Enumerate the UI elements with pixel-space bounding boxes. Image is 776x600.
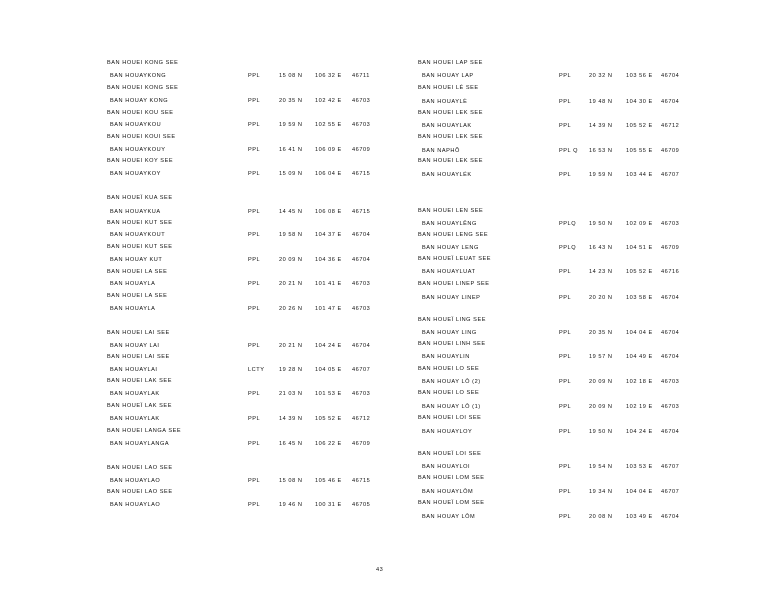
map-sheet-code: 46704 [352, 232, 371, 238]
longitude: 104 24 E [626, 429, 653, 435]
latitude: 21 03 N [279, 391, 303, 397]
longitude: 106 09 E [315, 147, 342, 153]
place-name: BAN HOUAYLAO [110, 502, 161, 508]
variant-name: BAN HOUEI LEN SEE [418, 208, 484, 214]
latitude: 20 09 N [279, 257, 303, 263]
latitude: 15 08 N [279, 478, 303, 484]
variant-name: BAN HOUEI LAO SEE [107, 465, 173, 471]
place-name: BAN HOUAY LAI [110, 343, 160, 349]
feature-designation: PPL [248, 281, 261, 287]
place-name: BAN NAPHÕ [422, 148, 460, 154]
place-name: BAN HOUAYLA [110, 306, 156, 312]
map-sheet-code: 46707 [661, 489, 680, 495]
map-sheet-code: 46712 [661, 123, 680, 129]
feature-designation: PPL [559, 123, 572, 129]
variant-name: BAN HOUEI LINEP SEE [418, 281, 490, 287]
map-sheet-code: 46703 [352, 306, 371, 312]
latitude: 19 59 N [279, 122, 303, 128]
place-name: BAN HOUAY LENG [422, 245, 479, 251]
variant-name: BAN HOUEI LAP SEE [418, 60, 483, 66]
map-sheet-code: 46704 [661, 354, 680, 360]
feature-designation: PPL [248, 232, 261, 238]
variant-name: BAN HOUEI LO SEE [418, 390, 480, 396]
map-sheet-code: 46711 [352, 73, 370, 79]
feature-designation: PPL [559, 379, 572, 385]
variant-name: BAN HOUEI KOU SEE [107, 110, 174, 116]
variant-name: BAN HOUEÏ LAK SEE [107, 403, 172, 409]
longitude: 104 51 E [626, 245, 653, 251]
map-sheet-code: 46704 [661, 99, 680, 105]
variant-name: BAN HOUEI KOUI SEE [107, 134, 176, 140]
variant-name: BAN HOUEÏ LOI SEE [418, 451, 482, 457]
place-name: BAN HOUAYLOY [422, 429, 473, 435]
place-name: BAN HOUAYLÈ [422, 99, 468, 105]
latitude: 15 09 N [279, 171, 303, 177]
longitude: 100 31 E [315, 502, 342, 508]
map-sheet-code: 46703 [661, 221, 680, 227]
feature-designation: PPL [559, 295, 572, 301]
map-sheet-code: 46703 [661, 379, 680, 385]
variant-name: BAN HOUEI LAO SEE [107, 489, 173, 495]
latitude: 19 59 N [589, 172, 613, 178]
feature-designation: PPL [559, 354, 572, 360]
feature-designation: LCTY [248, 367, 265, 373]
place-name: BAN HOUAY LINEP [422, 295, 481, 301]
variant-name: BAN HOUEI KONG SEE [107, 85, 179, 91]
latitude: 20 09 N [589, 404, 613, 410]
feature-designation: PPL [559, 404, 572, 410]
feature-designation: PPLQ [559, 221, 577, 227]
latitude: 20 20 N [589, 295, 613, 301]
feature-designation: PPLQ [559, 245, 577, 251]
latitude: 20 35 N [589, 330, 613, 336]
latitude: 20 35 N [279, 98, 303, 104]
variant-name: BAN HOUEI LENG SEE [418, 232, 489, 238]
variant-name: BAN HOUEI KUT SEE [107, 220, 173, 226]
variant-name: BAN HOUEI LEK SEE [418, 134, 483, 140]
place-name: BAN HOUAYLAK [110, 391, 160, 397]
latitude: 14 39 N [589, 123, 613, 129]
longitude: 103 58 E [626, 295, 653, 301]
feature-designation: PPL [248, 343, 261, 349]
variant-name: BAN HOUEI LEK SEE [418, 158, 483, 164]
variant-name: BAN HOUEI LANGA SEE [107, 428, 182, 434]
map-sheet-code: 46709 [352, 147, 371, 153]
feature-designation: PPL [248, 502, 261, 508]
variant-name: BAN HOUEI LAI SEE [107, 330, 170, 336]
variant-name: BAN HOUEI LOI SEE [418, 415, 482, 421]
page-number: 43 [376, 567, 384, 573]
latitude: 16 43 N [589, 245, 613, 251]
place-name: BAN HOUAY LAP [422, 73, 474, 79]
map-sheet-code: 46712 [352, 416, 371, 422]
variant-name: BAN HOUEÏ LEUAT SEE [418, 256, 492, 262]
place-name: BAN HOUAYLIN [422, 354, 470, 360]
feature-designation: PPL [559, 172, 572, 178]
longitude: 104 24 E [315, 343, 342, 349]
place-name: BAN HOUAYKOUY [110, 147, 166, 153]
longitude: 103 53 E [626, 464, 653, 470]
place-name: BAN HOUAYKUA [110, 209, 161, 215]
place-name: BAN HOUAYKOU [110, 122, 162, 128]
latitude: 20 09 N [589, 379, 613, 385]
feature-designation: PPL [559, 514, 572, 520]
place-name: BAN HOUAY LÔ (2) [422, 379, 481, 385]
variant-name: BAN HOUEÏ LOM SEE [418, 500, 485, 506]
longitude: 104 36 E [315, 257, 342, 263]
latitude: 19 54 N [589, 464, 613, 470]
variant-name: BAN HOUEI LA SEE [107, 293, 168, 299]
latitude: 19 58 N [279, 232, 303, 238]
map-sheet-code: 46704 [661, 295, 680, 301]
latitude: 16 45 N [279, 441, 303, 447]
feature-designation: PPL [559, 489, 572, 495]
longitude: 106 08 E [315, 209, 342, 215]
longitude: 102 09 E [626, 221, 653, 227]
place-name: BAN HOUAY LÔ (1) [422, 404, 481, 410]
latitude: 19 48 N [589, 99, 613, 105]
feature-designation: PPL [248, 478, 261, 484]
feature-designation: PPL [559, 73, 572, 79]
map-sheet-code: 46703 [352, 281, 371, 287]
variant-name: BAN HOUEI LA SEE [107, 269, 168, 275]
longitude: 101 47 E [315, 306, 342, 312]
feature-designation: PPL [559, 429, 572, 435]
feature-designation: PPL [559, 464, 572, 470]
place-name: BAN HOUAYLÊNG [422, 221, 477, 227]
place-name: BAN HOUAYLÉK [422, 172, 472, 178]
longitude: 106 22 E [315, 441, 342, 447]
feature-designation: PPL [248, 98, 261, 104]
place-name: BAN HOUAYKONG [110, 73, 167, 79]
longitude: 102 55 E [315, 122, 342, 128]
longitude: 104 04 E [626, 489, 653, 495]
place-name: BAN HOUAYLOI [422, 464, 471, 470]
feature-designation: PPL [248, 391, 261, 397]
latitude: 15 08 N [279, 73, 303, 79]
latitude: 14 45 N [279, 209, 303, 215]
place-name: BAN HOUAYLÔM [422, 489, 474, 495]
place-name: BAN HOUAYLANGA [110, 441, 170, 447]
map-sheet-code: 46704 [661, 429, 680, 435]
map-sheet-code: 46716 [661, 269, 680, 275]
variant-name: BAN HOUEI LINH SEE [418, 341, 486, 347]
map-sheet-code: 46715 [352, 209, 371, 215]
map-sheet-code: 46715 [352, 171, 371, 177]
variant-name: BAN HOUEI LEK SEE [418, 110, 483, 116]
place-name: BAN HOUAYLA [110, 281, 156, 287]
place-name: BAN HOUAYLAK [422, 123, 472, 129]
longitude: 106 32 E [315, 73, 342, 79]
feature-designation: PPL [248, 257, 261, 263]
longitude: 102 42 E [315, 98, 342, 104]
map-sheet-code: 46709 [661, 148, 680, 154]
feature-designation: PPL [248, 122, 261, 128]
latitude: 16 53 N [589, 148, 613, 154]
map-sheet-code: 46703 [661, 404, 680, 410]
latitude: 19 50 N [589, 221, 613, 227]
latitude: 19 46 N [279, 502, 303, 508]
place-name: BAN HOUAY KONG [110, 98, 169, 104]
map-sheet-code: 46704 [352, 257, 371, 263]
place-name: BAN HOUAY KUT [110, 257, 163, 263]
variant-name: BAN HOUEÏ LING SEE [418, 317, 487, 323]
feature-designation: PPL Q [559, 148, 579, 154]
variant-name: BAN HOUEI LO SEE [418, 366, 480, 372]
longitude: 104 04 E [626, 330, 653, 336]
map-sheet-code: 46709 [661, 245, 680, 251]
latitude: 20 08 N [589, 514, 613, 520]
latitude: 19 34 N [589, 489, 613, 495]
latitude: 19 57 N [589, 354, 613, 360]
variant-name: BAN HOUEÏ KUA SEE [107, 195, 173, 201]
latitude: 20 21 N [279, 343, 303, 349]
latitude: 20 26 N [279, 306, 303, 312]
longitude: 102 19 E [626, 404, 653, 410]
feature-designation: PPL [248, 306, 261, 312]
map-sheet-code: 46715 [352, 478, 371, 484]
map-sheet-code: 46704 [352, 343, 371, 349]
longitude: 105 52 E [626, 269, 653, 275]
place-name: BAN HOUAYLUAT [422, 269, 476, 275]
longitude: 104 05 E [315, 367, 342, 373]
feature-designation: PPL [559, 330, 572, 336]
longitude: 103 49 E [626, 514, 653, 520]
variant-name: BAN HOUEI KOY SEE [107, 158, 174, 164]
feature-designation: PPL [559, 269, 572, 275]
latitude: 19 50 N [589, 429, 613, 435]
map-sheet-code: 46709 [352, 441, 371, 447]
feature-designation: PPL [248, 147, 261, 153]
longitude: 103 56 E [626, 73, 653, 79]
longitude: 101 41 E [315, 281, 342, 287]
latitude: 20 32 N [589, 73, 613, 79]
place-name: BAN HOUAY LÔM [422, 514, 476, 520]
latitude: 19 28 N [279, 367, 303, 373]
place-name: BAN HOUAYLAK [110, 416, 160, 422]
latitude: 14 39 N [279, 416, 303, 422]
map-sheet-code: 46703 [352, 98, 371, 104]
place-name: BAN HOUAYLAO [110, 478, 161, 484]
latitude: 16 41 N [279, 147, 303, 153]
map-sheet-code: 46704 [661, 514, 680, 520]
longitude: 103 44 E [626, 172, 653, 178]
longitude: 104 49 E [626, 354, 653, 360]
feature-designation: PPL [248, 171, 261, 177]
feature-designation: PPL [248, 209, 261, 215]
longitude: 106 04 E [315, 171, 342, 177]
variant-name: BAN HOUEI LAK SEE [107, 378, 172, 384]
longitude: 105 52 E [315, 416, 342, 422]
map-sheet-code: 46707 [352, 367, 371, 373]
variant-name: BAN HOUEI KONG SEE [107, 60, 179, 66]
place-name: BAN HOUAYLAI [110, 367, 158, 373]
longitude: 102 18 E [626, 379, 653, 385]
variant-name: BAN HOUEI KUT SEE [107, 244, 173, 250]
map-sheet-code: 46703 [352, 122, 371, 128]
feature-designation: PPL [248, 73, 261, 79]
feature-designation: PPL [559, 99, 572, 105]
longitude: 104 37 E [315, 232, 342, 238]
longitude: 105 46 E [315, 478, 342, 484]
map-sheet-code: 46703 [352, 391, 371, 397]
place-name: BAN HOUAY LING [422, 330, 477, 336]
place-name: BAN HOUAYKOY [110, 171, 161, 177]
feature-designation: PPL [248, 441, 261, 447]
map-sheet-code: 46707 [661, 464, 680, 470]
map-sheet-code: 46704 [661, 330, 680, 336]
longitude: 104 30 E [626, 99, 653, 105]
longitude: 105 55 E [626, 148, 653, 154]
latitude: 14 23 N [589, 269, 613, 275]
map-sheet-code: 46705 [352, 502, 371, 508]
place-name: BAN HOUAYKOUT [110, 232, 166, 238]
variant-name: BAN HOUEI LAI SEE [107, 354, 170, 360]
longitude: 101 53 E [315, 391, 342, 397]
variant-name: BAN HOUEI LÉ SEE [418, 85, 479, 91]
map-sheet-code: 46707 [661, 172, 680, 178]
map-sheet-code: 46704 [661, 73, 680, 79]
variant-name: BAN HOUEI LOM SEE [418, 475, 485, 481]
feature-designation: PPL [248, 416, 261, 422]
longitude: 105 52 E [626, 123, 653, 129]
latitude: 20 21 N [279, 281, 303, 287]
